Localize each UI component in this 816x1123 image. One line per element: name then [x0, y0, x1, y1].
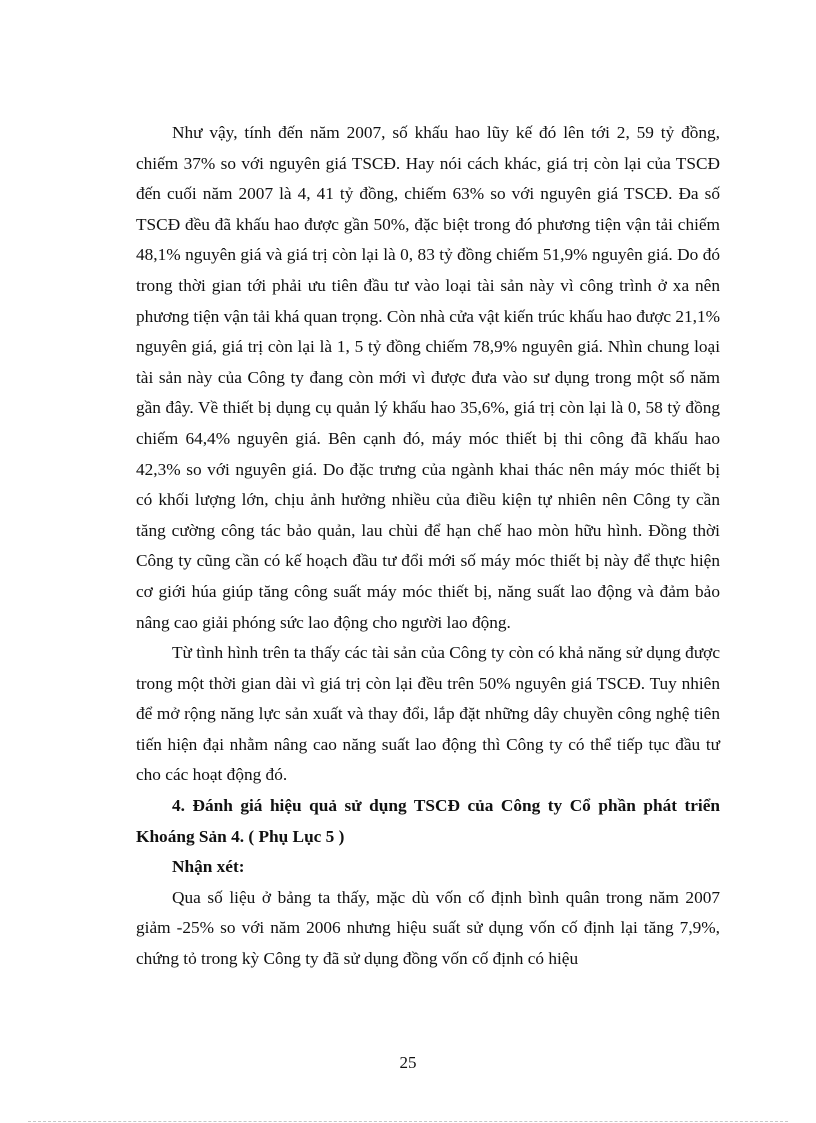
- page-body: [136, 118, 720, 975]
- page-number: 25: [399, 1053, 417, 1072]
- paragraph-efficiency-review: Qua số liệu ở bảng ta thấy, mặc dù vốn cố định bình quân trong năm 2007 giảm -25% so với năm 2006 nhưng hiệu suất sử dụng vốn cố định lại tăng 7,9%, chứng tỏ trong kỳ Công ty đã sử dụng đồng vốn cố định có hiệu: [136, 887, 720, 969]
- paragraph-asset-conclusion: Từ tình hình trên ta thấy các tài sản của Công ty còn có khả năng sử dụng được trong một thời gian dài vì giá trị còn lại đều trên 50% nguyên giá TSCĐ. Tuy nhiên để mở rộng năng lực sản xuất và thay đổi, lắp đặt những dây chuyền công nghệ tiên tiến hiện đại nhằm nâng cao năng suất lao động thì Công ty có thể tiếp tục đầu tư cho các hoạt động đó.: [136, 643, 720, 785]
- paragraph-depreciation-analysis: Như vậy, tính đến năm 2007, số khấu hao lũy kế đó lên tới 2, 59 tỷ đồng, chiếm 37% so với nguyên giá TSCĐ. Hay nói cách khác, giá trị còn lại của TSCĐ đến cuối năm 2007 là 4, 41 tỷ đồng, chiếm 63% so với nguyên giá TSCĐ. Đa số TSCĐ đều đã khấu hao được gần 50%, đặc biệt trong đó phương tiện vận tải chiếm 48,1% nguyên giá và giá trị còn lại là 0, 83 tỷ đồng chiếm 51,9% nguyên giá. Do đó trong thời gian tới phải ưu tiên đầu tư vào loại tài sản này vì công trình ở xa nên phương tiện vận tải khá quan trọng. Còn nhà cửa vật kiến trúc khấu hao được 21,1% nguyên giá, giá trị còn lại là 1, 5 tỷ đồng chiếm 78,9% nguyên giá. Nhìn chung loại tài sản này của Công ty đang còn mới vì được đưa vào sư dụng trong một số năm gần đây. Về thiết bị dụng cụ quản lý khấu hao 35,6%, giá trị còn lại là 0, 58 tỷ đồng chiếm 64,4% nguyên giá. Bên cạnh đó, máy móc thiết bị thi công đã khấu hao 42,3% so với nguyên giá. Do đặc trưng của ngành khai thác nên máy móc thiết bị có khối lượng lớn, chịu ảnh hưởng nhiều của điều kiện tự nhiên nên Công ty cần tăng cường công tác bảo quản, lau chùi để hạn chế hao mòn hữu hình. Đồng thời Công ty cũng cần có kế hoạch đầu tư đổi mới số máy móc thiết bị này để thực hiện cơ giới húa giúp tăng công suất máy móc thiết bị, năng suất lao động và đảm bảo nâng cao giải phóng sức lao động cho người lao động.: [136, 123, 720, 632]
- section-heading: 4. Đánh giá hiệu quả sử dụng TSCĐ của Công ty Cổ phần phát triển Khoáng Sản 4. ( Phụ Lục 5 ): [136, 796, 720, 846]
- subsection-heading: Nhận xét:: [172, 857, 245, 877]
- footer-divider: [28, 1121, 788, 1122]
